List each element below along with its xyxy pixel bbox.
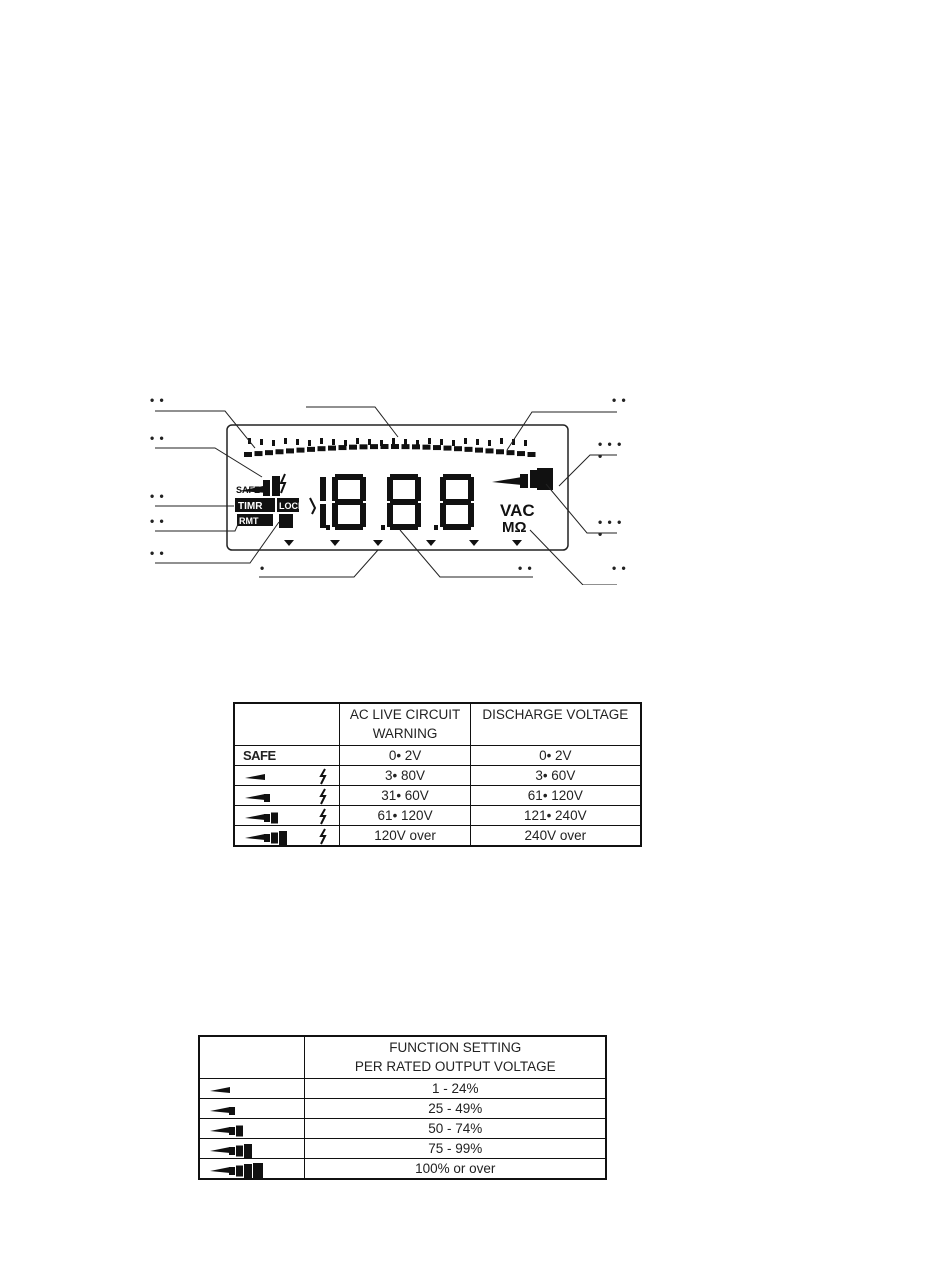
symbol-cell bbox=[234, 826, 340, 847]
bar-segment bbox=[454, 446, 462, 451]
bar-segment bbox=[328, 446, 336, 451]
lcd-unit-mohm: MΩ bbox=[502, 519, 527, 536]
bar-tick bbox=[368, 439, 371, 445]
table-header-symbol bbox=[234, 703, 340, 746]
bar-tick bbox=[356, 438, 359, 444]
lcd-diagram bbox=[150, 390, 630, 585]
callout-left-2: • • bbox=[150, 431, 165, 445]
callout-left-3: • • bbox=[150, 489, 165, 503]
table-row bbox=[199, 1119, 606, 1139]
value-cell: 50 - 74% bbox=[305, 1119, 606, 1139]
ac-cell: 120V over bbox=[340, 826, 470, 847]
digit-8 bbox=[381, 474, 421, 530]
symbol-cell bbox=[234, 746, 340, 766]
bar-tick bbox=[404, 439, 407, 445]
table-row bbox=[234, 746, 641, 766]
bar-tick bbox=[392, 438, 395, 444]
minus-sign bbox=[310, 498, 315, 514]
lcd-safe-label: SAFE bbox=[236, 485, 261, 495]
level-bar-icon bbox=[208, 1080, 304, 1098]
callout-left-5: • • bbox=[150, 546, 165, 560]
callout-lines bbox=[155, 407, 617, 585]
lcd-timer-label: TIMR bbox=[238, 501, 263, 512]
callout-bottom-2: • • bbox=[518, 561, 533, 575]
bar-tick bbox=[440, 439, 443, 445]
callout-right-2: • • • • bbox=[598, 437, 623, 463]
bar-tick bbox=[476, 439, 479, 445]
table-row bbox=[199, 1099, 606, 1119]
bar-segment bbox=[475, 448, 483, 453]
callout-right-4: • • bbox=[612, 561, 627, 575]
bar-segment bbox=[297, 448, 305, 453]
digit-1 bbox=[320, 477, 326, 528]
bar-segment bbox=[307, 447, 315, 452]
bar-tick bbox=[488, 440, 491, 446]
table-header-row bbox=[234, 703, 641, 746]
table-row bbox=[199, 1079, 606, 1099]
bar-tick bbox=[380, 440, 383, 446]
symbol-cell bbox=[199, 1119, 305, 1139]
ac-cell: 0• 2V bbox=[340, 746, 470, 766]
bar-tick bbox=[416, 440, 419, 446]
symbol-cell bbox=[199, 1159, 305, 1180]
bar-segment bbox=[318, 446, 326, 451]
table-header-function bbox=[305, 1036, 606, 1079]
lcd-small-digit bbox=[279, 514, 293, 528]
bar-segment bbox=[265, 450, 273, 455]
table-row bbox=[199, 1139, 606, 1159]
symbol-cell bbox=[199, 1099, 305, 1119]
bar-segment bbox=[276, 449, 284, 454]
lcd-diagram-svg bbox=[150, 390, 630, 585]
level-bar-icon bbox=[208, 1100, 304, 1118]
bar-segment bbox=[391, 444, 399, 449]
bar-segment bbox=[286, 448, 294, 453]
table-row bbox=[234, 766, 641, 786]
bar-segment bbox=[423, 445, 431, 450]
bar-graph bbox=[244, 438, 536, 457]
bar-tick bbox=[308, 440, 311, 446]
bar-segment bbox=[444, 446, 452, 451]
output-level-indicator bbox=[492, 468, 553, 490]
header-function-line2: PER RATED OUTPUT VOLTAGE bbox=[354, 1059, 556, 1074]
value-cell: 1 - 24% bbox=[305, 1079, 606, 1099]
level-bar-icon bbox=[243, 807, 339, 825]
symbol-cell bbox=[234, 786, 340, 806]
callout-right-3: • • • • bbox=[598, 515, 623, 541]
seven-segment-display bbox=[310, 474, 474, 530]
ac-cell: 31• 60V bbox=[340, 786, 470, 806]
symbol-cell bbox=[234, 806, 340, 826]
bar-tick bbox=[428, 438, 431, 444]
ac-cell: 61• 120V bbox=[340, 806, 470, 826]
callout-left-4: • • bbox=[150, 514, 165, 528]
callout-bottom-1: • bbox=[260, 561, 266, 575]
bar-tick bbox=[284, 438, 287, 444]
symbol-cell bbox=[199, 1139, 305, 1159]
function-pointer-row bbox=[284, 540, 522, 546]
table-header-symbol bbox=[199, 1036, 305, 1079]
table-row bbox=[234, 826, 641, 847]
level-bar-icon bbox=[208, 1140, 304, 1158]
value-cell: 75 - 99% bbox=[305, 1139, 606, 1159]
level-bar-icon bbox=[243, 827, 339, 845]
callout-right-1: • • bbox=[612, 393, 627, 407]
bar-tick bbox=[320, 438, 323, 444]
bar-segment bbox=[507, 450, 515, 455]
safe-symbol: SAFE bbox=[243, 748, 276, 763]
bar-tick bbox=[272, 440, 275, 446]
bar-segment bbox=[244, 452, 252, 457]
header-function-line1: FUNCTION SETTING bbox=[389, 1040, 522, 1055]
symbol-cell bbox=[234, 766, 340, 786]
ac-cell: 3• 80V bbox=[340, 766, 470, 786]
level-bar-icon bbox=[243, 767, 339, 785]
symbol-cell bbox=[199, 1079, 305, 1099]
discharge-cell: 0• 2V bbox=[470, 746, 641, 766]
discharge-cell: 3• 60V bbox=[470, 766, 641, 786]
decimal-point bbox=[326, 525, 330, 530]
discharge-cell: 240V over bbox=[470, 826, 641, 847]
digit-8 bbox=[326, 474, 366, 530]
bar-segment bbox=[433, 445, 441, 450]
bar-tick bbox=[296, 439, 299, 445]
bar-tick bbox=[344, 440, 347, 446]
level-bar-icon bbox=[243, 787, 339, 805]
bar-tick bbox=[500, 438, 503, 444]
discharge-cell: 61• 120V bbox=[470, 786, 641, 806]
table-row bbox=[199, 1159, 606, 1180]
decimal-point bbox=[381, 525, 385, 530]
lcd-lock-label: LOCK bbox=[279, 501, 305, 511]
table-row bbox=[234, 806, 641, 826]
value-cell: 100% or over bbox=[305, 1159, 606, 1180]
bar-segment bbox=[486, 448, 494, 453]
live-circuit-warning-table bbox=[233, 702, 642, 847]
lcd-remain-label: RMT bbox=[239, 516, 259, 526]
bar-tick bbox=[524, 440, 527, 446]
table-row bbox=[234, 786, 641, 806]
bar-segment bbox=[517, 451, 525, 456]
bar-tick bbox=[260, 439, 263, 445]
function-setting-table bbox=[198, 1035, 607, 1180]
bar-tick bbox=[332, 439, 335, 445]
callout-left-1: • • bbox=[150, 393, 165, 407]
level-bar-icon bbox=[208, 1160, 304, 1178]
header-ac-line1: AC LIVE CIRCUIT bbox=[349, 707, 461, 722]
bar-segment bbox=[349, 445, 357, 450]
header-ac-line2: WARNING bbox=[372, 726, 438, 741]
discharge-cell: 121• 240V bbox=[470, 806, 641, 826]
table-header-row bbox=[199, 1036, 606, 1079]
bar-tick bbox=[464, 438, 467, 444]
table-header-ac-warning bbox=[340, 703, 470, 746]
lcd-unit-vac: VAC bbox=[500, 501, 535, 520]
bar-segment bbox=[528, 452, 536, 457]
digit-8 bbox=[434, 474, 474, 530]
bar-segment bbox=[496, 449, 504, 454]
level-bar-icon bbox=[208, 1120, 304, 1138]
bar-segment bbox=[370, 444, 378, 449]
bar-segment bbox=[255, 451, 263, 456]
decimal-point bbox=[434, 525, 438, 530]
table-header-discharge bbox=[470, 703, 641, 746]
value-cell: 25 - 49% bbox=[305, 1099, 606, 1119]
header-discharge-label: DISCHARGE VOLTAGE bbox=[482, 707, 629, 722]
bar-segment bbox=[465, 447, 473, 452]
bar-segment bbox=[360, 444, 368, 449]
bar-tick bbox=[452, 440, 455, 446]
